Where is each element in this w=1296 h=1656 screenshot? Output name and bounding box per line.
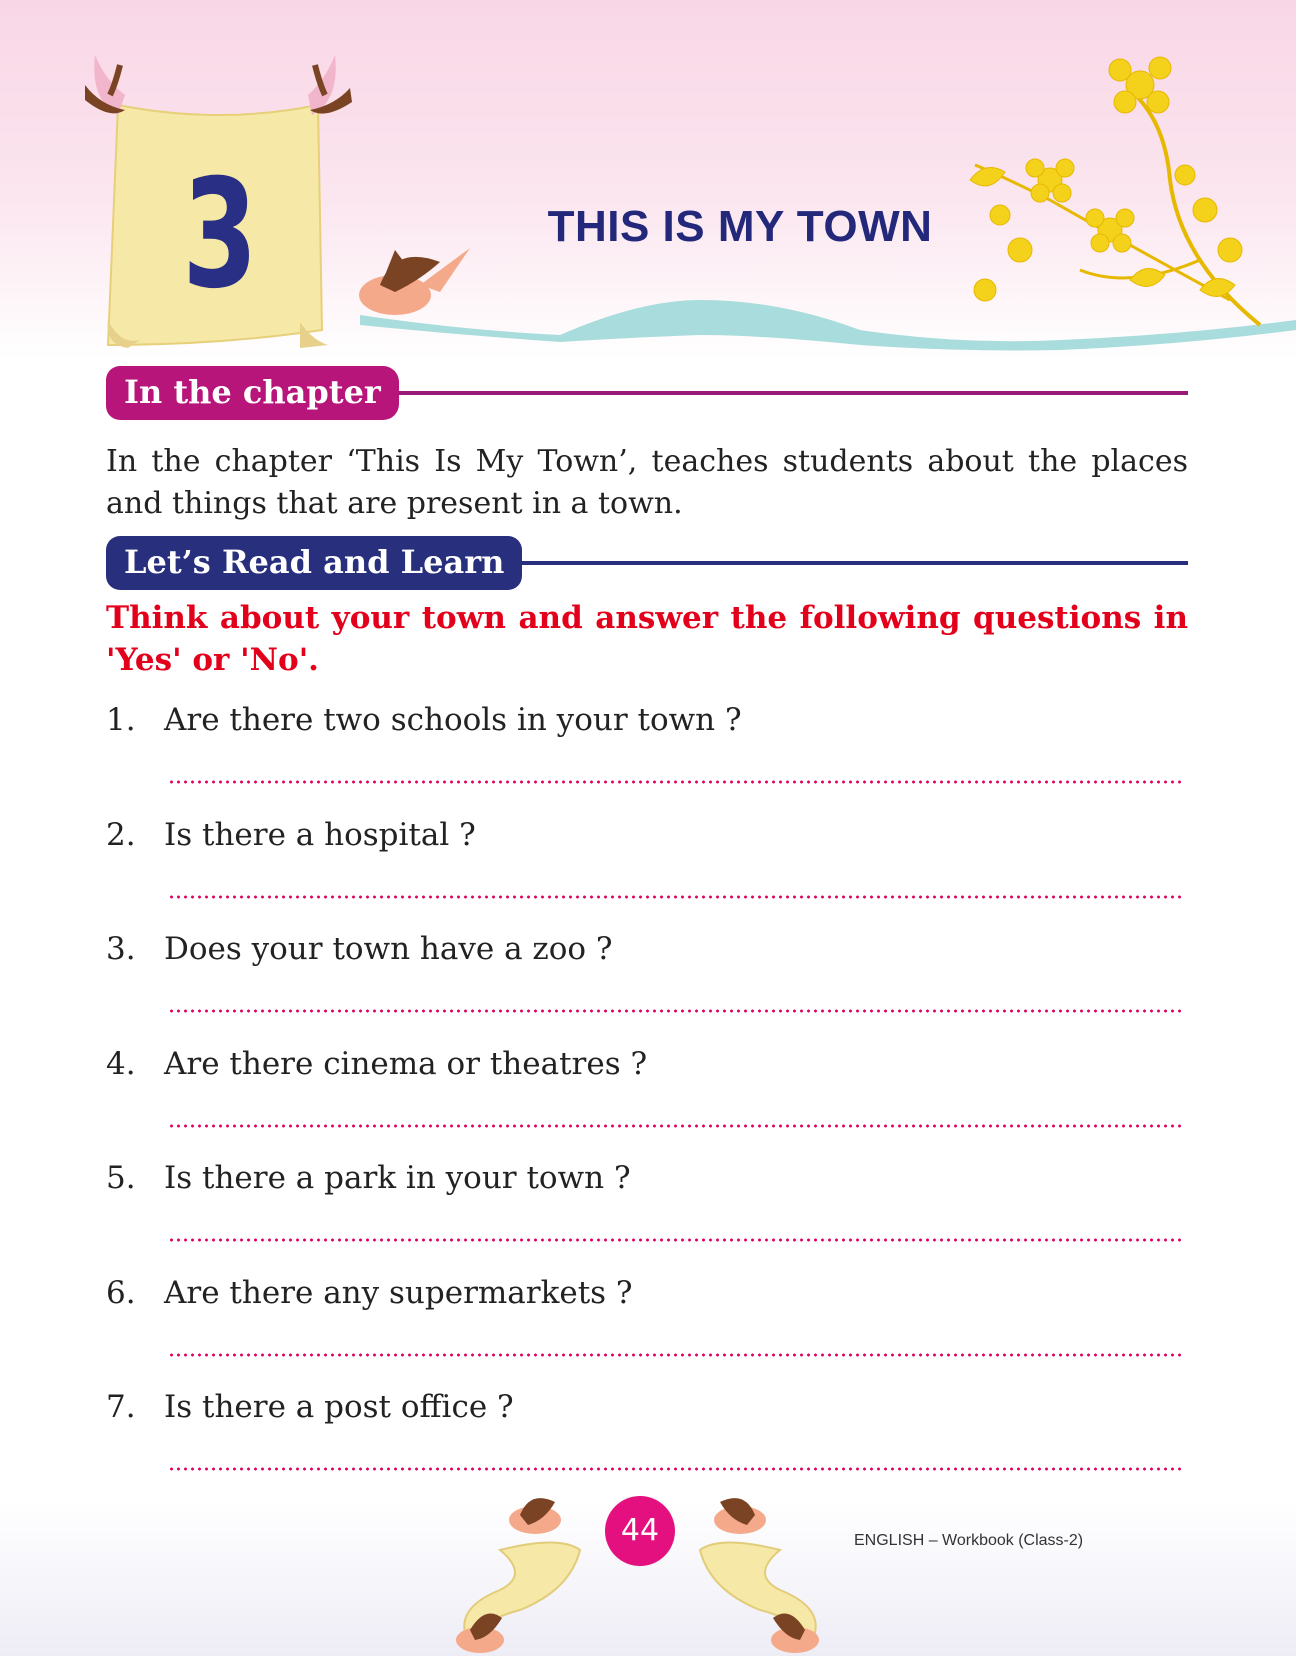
bird-scroll-right-icon <box>700 1498 819 1653</box>
section-rule <box>522 561 1188 565</box>
section-rule <box>399 391 1188 395</box>
flower-ornament-icon <box>970 57 1260 325</box>
answer-line[interactable] <box>168 1124 1184 1128</box>
question-item <box>106 929 1186 1044</box>
section-heading: In the chapter <box>106 366 399 420</box>
book-title: ENGLISH – Workbook (Class-2) <box>854 1532 1084 1549</box>
question-text: Is there a hospital ? <box>164 816 476 853</box>
wave-icon <box>360 300 1296 350</box>
question-item <box>106 815 1186 930</box>
question-text: Does your town have a zoo ? <box>164 931 613 967</box>
question-item <box>106 1158 1186 1273</box>
section-in-the-chapter <box>106 366 1188 420</box>
answer-line[interactable] <box>168 1009 1184 1013</box>
question-number: 5. <box>106 1160 136 1196</box>
chapter-summary: In the chapter ‘This Is My Town’, teaches students about the places and things that are present in a town. <box>106 444 1188 521</box>
question-number: 6. <box>106 1274 136 1311</box>
question-list <box>106 700 1186 1502</box>
question-number: 2. <box>106 816 136 853</box>
question-number: 3. <box>106 931 136 967</box>
page-number: 44 <box>605 1496 675 1566</box>
page-title: THIS IS MY TOWN <box>547 202 933 251</box>
answer-line[interactable] <box>168 1353 1184 1357</box>
question-item <box>106 700 1186 815</box>
bird-icon <box>359 248 470 315</box>
answer-line[interactable] <box>168 1238 1184 1242</box>
answer-line[interactable] <box>168 780 1184 784</box>
question-text: Are there any supermarkets ? <box>164 1274 633 1311</box>
section-heading: Let’s Read and Learn <box>106 536 522 590</box>
question-item <box>106 1273 1186 1388</box>
question-text: Are there cinema or theatres ? <box>164 1045 648 1082</box>
chapter-number: 3 <box>182 148 258 322</box>
question-item <box>106 1044 1186 1159</box>
question-text: Is there a post office ? <box>164 1389 514 1425</box>
question-text: Are there two schools in your town ? <box>164 702 742 738</box>
question-number: 1. <box>106 702 136 738</box>
question-text: Is there a park in your town ? <box>164 1160 631 1196</box>
question-number: 4. <box>106 1045 136 1082</box>
section-read-and-learn <box>106 536 1188 590</box>
answer-line[interactable] <box>168 1467 1184 1471</box>
bird-scroll-left-icon <box>456 1498 580 1653</box>
instruction-text: Think about your town and answer the following questions in 'Yes' or 'No'. <box>106 600 1188 678</box>
question-number: 7. <box>106 1389 136 1425</box>
answer-line[interactable] <box>168 895 1184 899</box>
